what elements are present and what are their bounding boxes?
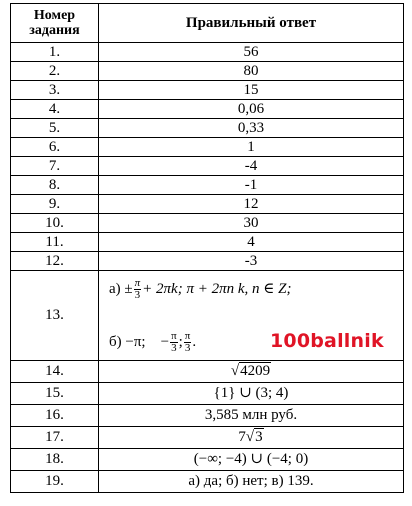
table-row (11, 449, 404, 471)
fraction-numerator: π (171, 329, 177, 342)
table-row (11, 100, 404, 119)
task-number: 10. (11, 214, 99, 233)
sqrt-coefficient: 7 (238, 429, 246, 445)
answer-13-part-a (109, 278, 403, 301)
table-row (11, 214, 404, 233)
table-row (11, 471, 404, 493)
table-row (11, 427, 404, 449)
header-task-number: Номер задания (11, 4, 99, 43)
task-number: 7. (11, 157, 99, 176)
fraction (170, 331, 178, 354)
answer: 12 (99, 195, 404, 214)
answer: 4 (99, 233, 404, 252)
table-row (11, 233, 404, 252)
task-number: 15. (11, 383, 99, 405)
task-number: 18. (11, 449, 99, 471)
table-row (11, 361, 404, 383)
answer: 0,33 (99, 119, 404, 138)
watermark-logo: 100ballnik (270, 330, 384, 352)
task-number: 2. (11, 62, 99, 81)
task-number: 3. (11, 81, 99, 100)
table-row (11, 138, 404, 157)
answer: а) да; б) нет; в) 139. (99, 471, 404, 493)
fraction-denominator: 3 (134, 288, 141, 301)
task-number: 17. (11, 427, 99, 449)
task-number: 13. (11, 271, 99, 361)
part-b-label: б) (109, 333, 122, 350)
radicand: 4209 (240, 363, 271, 379)
table-header-row (11, 4, 404, 43)
answer (99, 361, 404, 383)
answer: 3,585 млн руб. (99, 405, 404, 427)
answer: {1} ∪ (3; 4) (99, 383, 404, 405)
table-row (11, 81, 404, 100)
fraction-numerator: π (184, 329, 191, 342)
table-row (11, 195, 404, 214)
answer: 0,06 (99, 100, 404, 119)
answer: -3 (99, 252, 404, 271)
fraction-denominator: 3 (171, 341, 177, 354)
task-number: 1. (11, 43, 99, 62)
table-row (11, 252, 404, 271)
table-row (11, 43, 404, 62)
part-a-rest: + 2πk; π + 2πn k, n ∈ Z; (142, 280, 292, 297)
answer (99, 427, 404, 449)
task-number: 19. (11, 471, 99, 493)
task-number: 5. (11, 119, 99, 138)
task-number: 4. (11, 100, 99, 119)
answer: 1 (99, 138, 404, 157)
task-number: 9. (11, 195, 99, 214)
square-root: √4209 (230, 363, 271, 379)
table-row (11, 119, 404, 138)
header-correct-answer: Правильный ответ (99, 4, 404, 43)
answer: 56 (99, 43, 404, 62)
part-b-first-value: −π; (125, 333, 146, 350)
fraction-numerator: π (134, 276, 141, 289)
table-row (11, 176, 404, 195)
task-number: 12. (11, 252, 99, 271)
fraction (184, 331, 192, 354)
fraction (134, 278, 142, 301)
answer: 80 (99, 62, 404, 81)
answer: (−∞; −4) ∪ (−4; 0) (99, 449, 404, 471)
table-row (11, 383, 404, 405)
answer: 30 (99, 214, 404, 233)
square-root: √3 (245, 429, 263, 445)
table-row (11, 62, 404, 81)
minus-sign: − (160, 333, 170, 350)
task-number: 6. (11, 138, 99, 157)
task-number: 11. (11, 233, 99, 252)
answer: -1 (99, 176, 404, 195)
task-number: 14. (11, 361, 99, 383)
period: . (192, 333, 197, 350)
answer: 15 (99, 81, 404, 100)
separator: ; (178, 333, 183, 350)
radicand: 3 (255, 429, 263, 445)
answers-table (10, 3, 404, 493)
answer: -4 (99, 157, 404, 176)
table-row (11, 157, 404, 176)
task-number: 16. (11, 405, 99, 427)
table-row (11, 405, 404, 427)
part-a-label: а) (109, 280, 121, 297)
task-number: 8. (11, 176, 99, 195)
fraction-denominator: 3 (184, 341, 191, 354)
plus-minus-sign: ± (124, 280, 133, 297)
